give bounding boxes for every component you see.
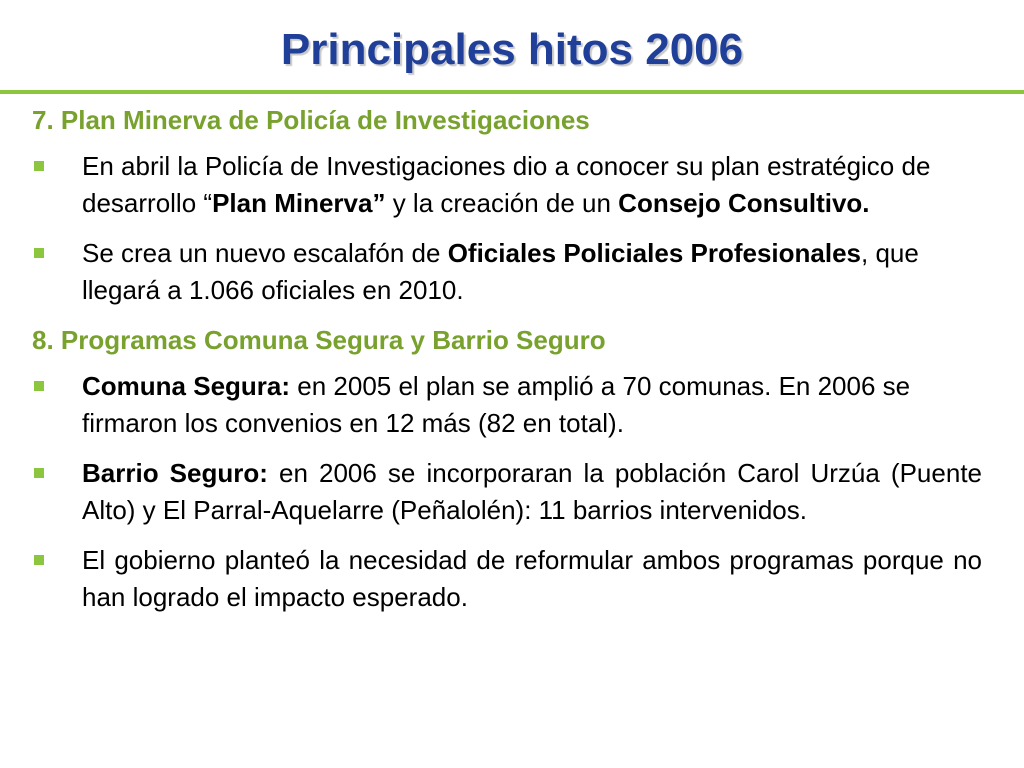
- bullet-plan-minerva: [32, 148, 982, 221]
- bullet-text: En abril la Policía de Investigaciones dio a conocer su plan estratégico de desarrollo “: [82, 151, 931, 218]
- section-heading-comuna-barrio: 8. Programas Comuna Segura y Barrio Seguro: [32, 325, 606, 355]
- square-bullet-icon: [34, 248, 44, 258]
- slide-title: Principales hitos 2006: [280, 25, 744, 74]
- square-bullet-icon: [34, 555, 44, 565]
- bullet-oficiales-policiales: [32, 235, 982, 308]
- bullet-bold-text: Consejo Consultivo.: [618, 187, 870, 218]
- bullet-text: en 2006 se incorporaran la población Carol Urzúa (Puente Alto) y El Parral-Aquelarre (Peñalolén): 11 barrios intervenidos.: [82, 458, 982, 525]
- square-bullet-icon: [34, 381, 44, 391]
- bullet-bold-text: Oficiales Policiales Profesionales: [447, 238, 862, 268]
- square-bullet-icon: [34, 468, 44, 478]
- bullet-text: y la creación de un: [385, 187, 619, 218]
- bullet-bold-text: Comuna Segura:: [82, 371, 291, 401]
- bullet-text: en 2005 el plan se amplió a 70 comunas. En 2006 se firmaron los convenios en 12 más (82 en total).: [82, 371, 911, 438]
- bullet-text: El gobierno planteó la necesidad de reformular ambos programas porque no han logrado el impacto esperado.: [82, 545, 982, 612]
- slide-content: [32, 102, 982, 629]
- square-bullet-icon: [34, 161, 44, 171]
- bullet-bold-text: Plan Minerva”: [212, 187, 386, 218]
- bullet-comuna-segura: [32, 368, 982, 441]
- bullet-barrio-seguro: [32, 455, 982, 528]
- title-divider: [0, 90, 1024, 94]
- bullet-reformular-programas: [32, 542, 982, 615]
- bullet-bold-text: Barrio Seguro:: [82, 458, 268, 488]
- section-heading-plan-minerva: 7. Plan Minerva de Policía de Investigaciones: [32, 105, 590, 135]
- bullet-text: , que llegará a 1.066 oficiales en 2010.: [82, 238, 919, 305]
- bullet-text: Se crea un nuevo escalafón de: [82, 238, 448, 268]
